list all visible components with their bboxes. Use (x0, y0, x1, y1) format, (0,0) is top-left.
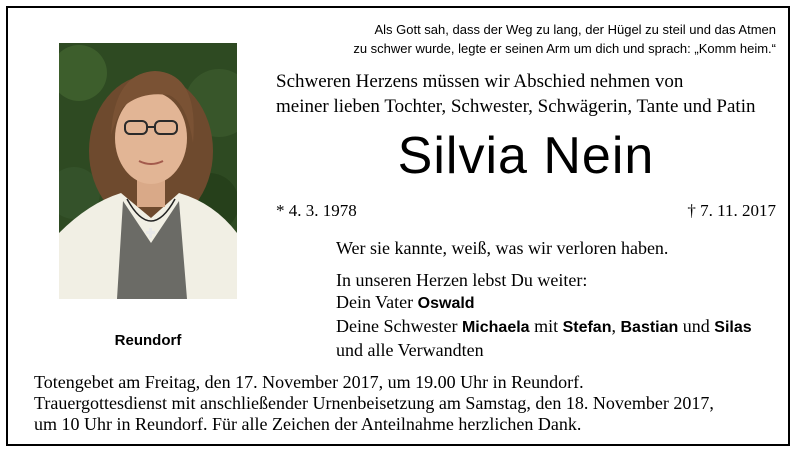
family-intro: In unseren Herzen lebst Du weiter: (336, 270, 588, 290)
child2-name: Silas (714, 319, 752, 336)
family-father (336, 291, 786, 315)
mit-word: mit (534, 316, 559, 336)
portrait-image (59, 43, 237, 299)
family-list (336, 269, 786, 361)
child1-name: Bastian (620, 319, 679, 336)
father-name: Oswald (417, 295, 475, 312)
service-line-3: um 10 Uhr in Reundorf. Für alle Zeichen der Anteilnahme herzlichen Dank. (34, 414, 582, 434)
birth-date: * 4. 3. 1978 (276, 201, 357, 220)
portrait-photo (59, 43, 237, 299)
comma: , (611, 316, 616, 336)
obituary-card (6, 6, 790, 446)
intro-line-2: meiner lieben Tochter, Schwester, Schwägerin, Tante und Patin (276, 96, 756, 117)
quote (316, 20, 776, 58)
service-line-2: Trauergottesdienst mit anschließender Urnenbeisetzung am Samstag, den 18. November 2017, (34, 393, 714, 413)
intro-line-1: Schweren Herzens müssen wir Abschied nehmen von (276, 71, 684, 92)
service-line-1: Totengebet am Freitag, den 17. November 2017, um 19.00 Uhr in Reundorf. (34, 372, 584, 392)
sister-prefix: Deine Schwester (336, 316, 458, 336)
family-sister (336, 315, 786, 339)
intro-text (276, 69, 776, 119)
place-caption: Reundorf (114, 332, 182, 349)
und-word: und (682, 316, 710, 336)
family-relatives: und alle Verwandten (336, 340, 484, 360)
service-info (34, 372, 779, 435)
quote-line-1: Als Gott sah, dass der Weg zu lang, der Hügel zu steil und das Atmen (374, 22, 776, 37)
deceased-name: Silvia Nein (397, 127, 655, 185)
sister-name: Michaela (461, 319, 530, 336)
quote-line-2: zu schwer wurde, legte er seinen Arm um dich und sprach: „Komm heim.“ (353, 41, 776, 56)
father-prefix: Dein Vater (336, 292, 414, 312)
death-date: † 7. 11. 2017 (687, 201, 776, 220)
partner-name: Stefan (562, 319, 612, 336)
saying: Wer sie kannte, weiß, was wir verloren haben. (336, 238, 669, 258)
